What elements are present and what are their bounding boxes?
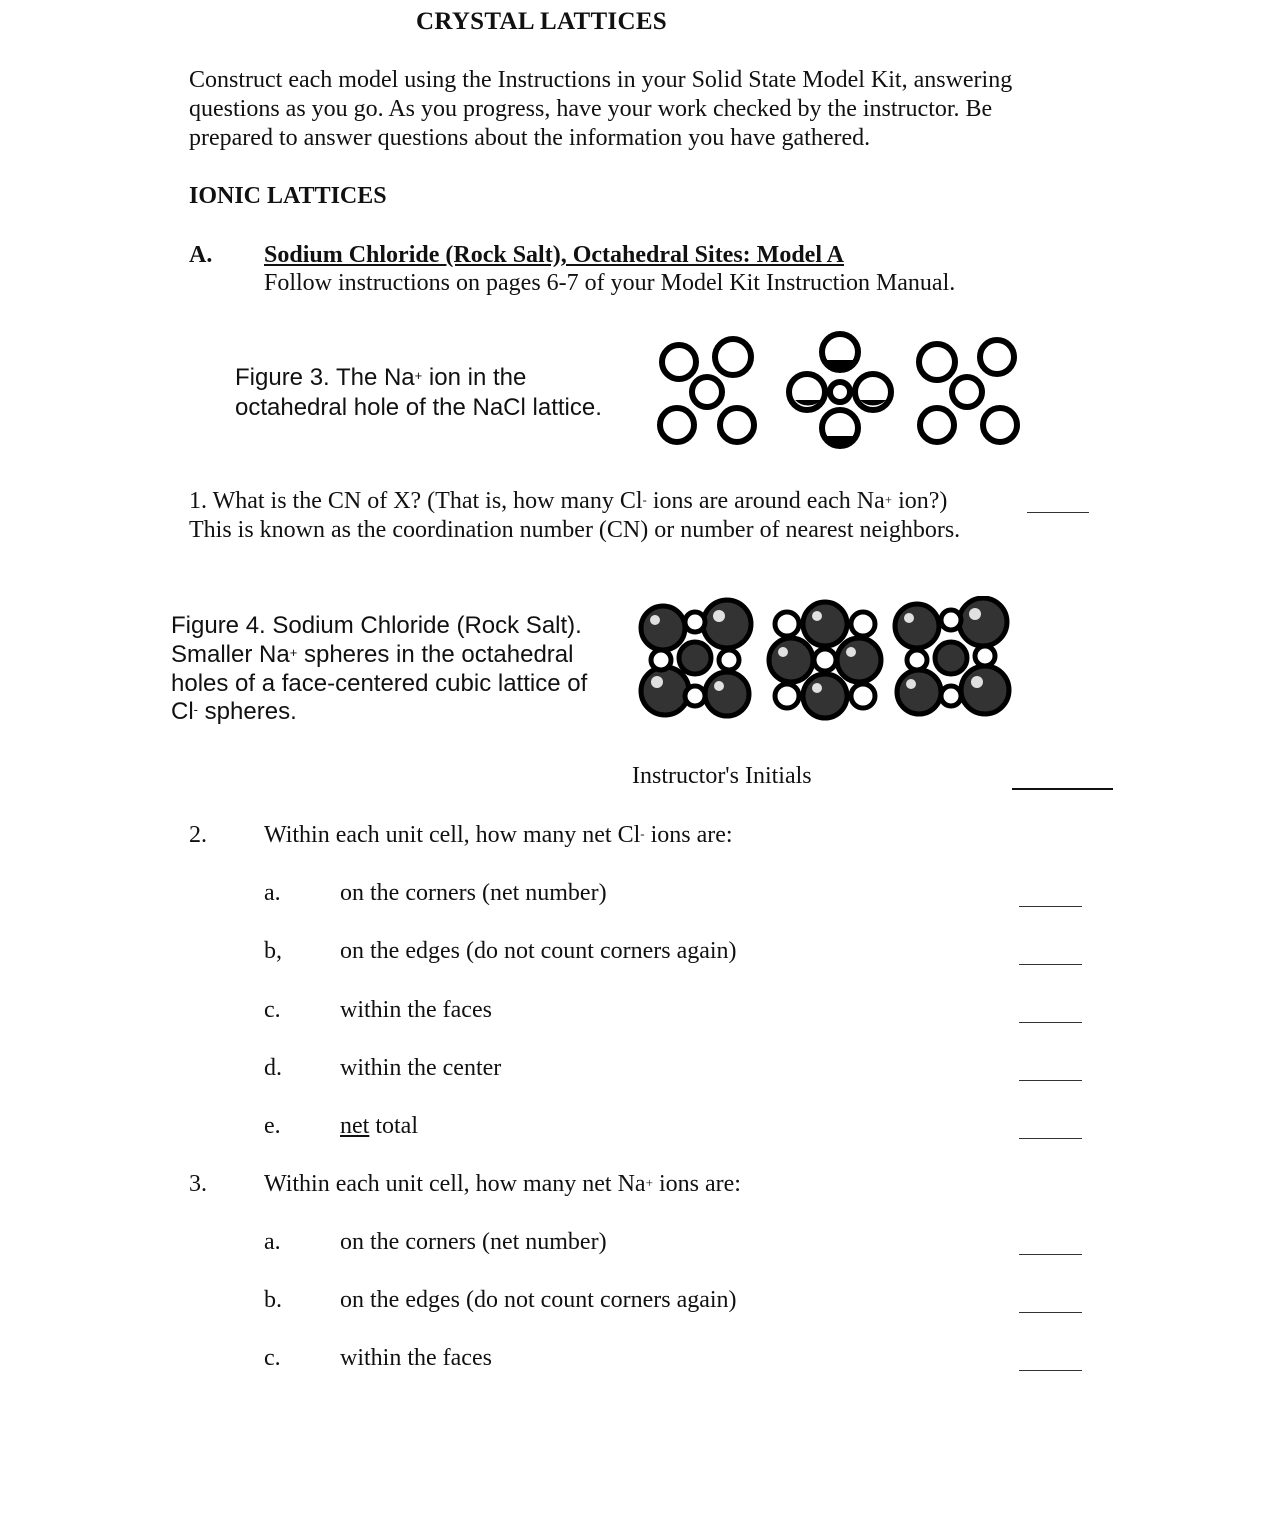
instructor-initials-blank[interactable] — [1012, 788, 1113, 790]
question2-item-letter: c. — [264, 997, 281, 1023]
section-heading: IONIC LATTICES — [189, 183, 387, 209]
question1-line-2: This is known as the coordination number (CN) or number of nearest neighbors. — [189, 517, 961, 543]
figure4-fcc-lattice-illustration — [635, 596, 1015, 726]
question2-item-text: on the corners (net number) — [340, 880, 607, 906]
question2-number: 2. — [189, 822, 207, 848]
part-a-instruction: Follow instructions on pages 6-7 of your Model Kit Instruction Manual. — [264, 270, 956, 296]
question2-item-text: on the edges (do not count corners again) — [340, 938, 737, 964]
question2-item-text: net total — [340, 1113, 418, 1139]
figure4-caption-line-4: Cl- spheres. — [171, 698, 297, 725]
question2b-answer-blank[interactable] — [1019, 964, 1082, 965]
instructor-initials-label: Instructor's Initials — [632, 763, 812, 789]
page-title: CRYSTAL LATTICES — [416, 8, 667, 35]
question3-item-letter: b. — [264, 1287, 282, 1313]
part-a-label: A. — [189, 242, 213, 268]
intro-line-1: Construct each model using the Instructions in your Solid State Model Kit, answering — [189, 67, 1013, 93]
figure4-caption-line-3: holes of a face-centered cubic lattice of — [171, 670, 588, 697]
intro-line-2: questions as you go. As you progress, have your work checked by the instructor. Be — [189, 96, 993, 122]
figure3-caption-line-2: octahedral hole of the NaCl lattice. — [235, 394, 602, 421]
intro-line-3: prepared to answer questions about the information you have gathered. — [189, 125, 871, 151]
question2a-answer-blank[interactable] — [1019, 906, 1082, 907]
question2-item-text: within the center — [340, 1055, 502, 1081]
question3-item-text: within the faces — [340, 1345, 492, 1371]
question2-item-letter: a. — [264, 880, 281, 906]
question3a-answer-blank[interactable] — [1019, 1254, 1082, 1255]
question2d-answer-blank[interactable] — [1019, 1080, 1082, 1081]
question2-item-letter: e. — [264, 1113, 281, 1139]
question2-item-text: within the faces — [340, 997, 492, 1023]
question1-line-1: 1. What is the CN of X? (That is, how many Cl- ions are around each Na+ ion?) — [189, 488, 948, 514]
figure3-octahedral-hole-illustration — [655, 330, 1025, 455]
figure4-caption-line-2: Smaller Na+ spheres in the octahedral — [171, 641, 574, 668]
question3b-answer-blank[interactable] — [1019, 1312, 1082, 1313]
question3-item-text: on the edges (do not count corners again) — [340, 1287, 737, 1313]
question2c-answer-blank[interactable] — [1019, 1022, 1082, 1023]
question2e-answer-blank[interactable] — [1019, 1138, 1082, 1139]
figure3-caption-line-1: Figure 3. The Na+ ion in the — [235, 364, 527, 391]
question3-item-text: on the corners (net number) — [340, 1229, 607, 1255]
question2-text: Within each unit cell, how many net Cl- ions are: — [264, 822, 733, 848]
question3-text: Within each unit cell, how many net Na+ ions are: — [264, 1171, 741, 1197]
question2-item-letter: d. — [264, 1055, 282, 1081]
figure4-caption-line-1: Figure 4. Sodium Chloride (Rock Salt). — [171, 612, 582, 639]
question2-item-letter: b, — [264, 938, 282, 964]
question3-item-letter: a. — [264, 1229, 281, 1255]
question3c-answer-blank[interactable] — [1019, 1370, 1082, 1371]
question1-answer-blank[interactable] — [1027, 512, 1089, 513]
part-a-heading: Sodium Chloride (Rock Salt), Octahedral Sites: Model A — [264, 242, 844, 268]
question3-number: 3. — [189, 1171, 207, 1197]
question3-item-letter: c. — [264, 1345, 281, 1371]
